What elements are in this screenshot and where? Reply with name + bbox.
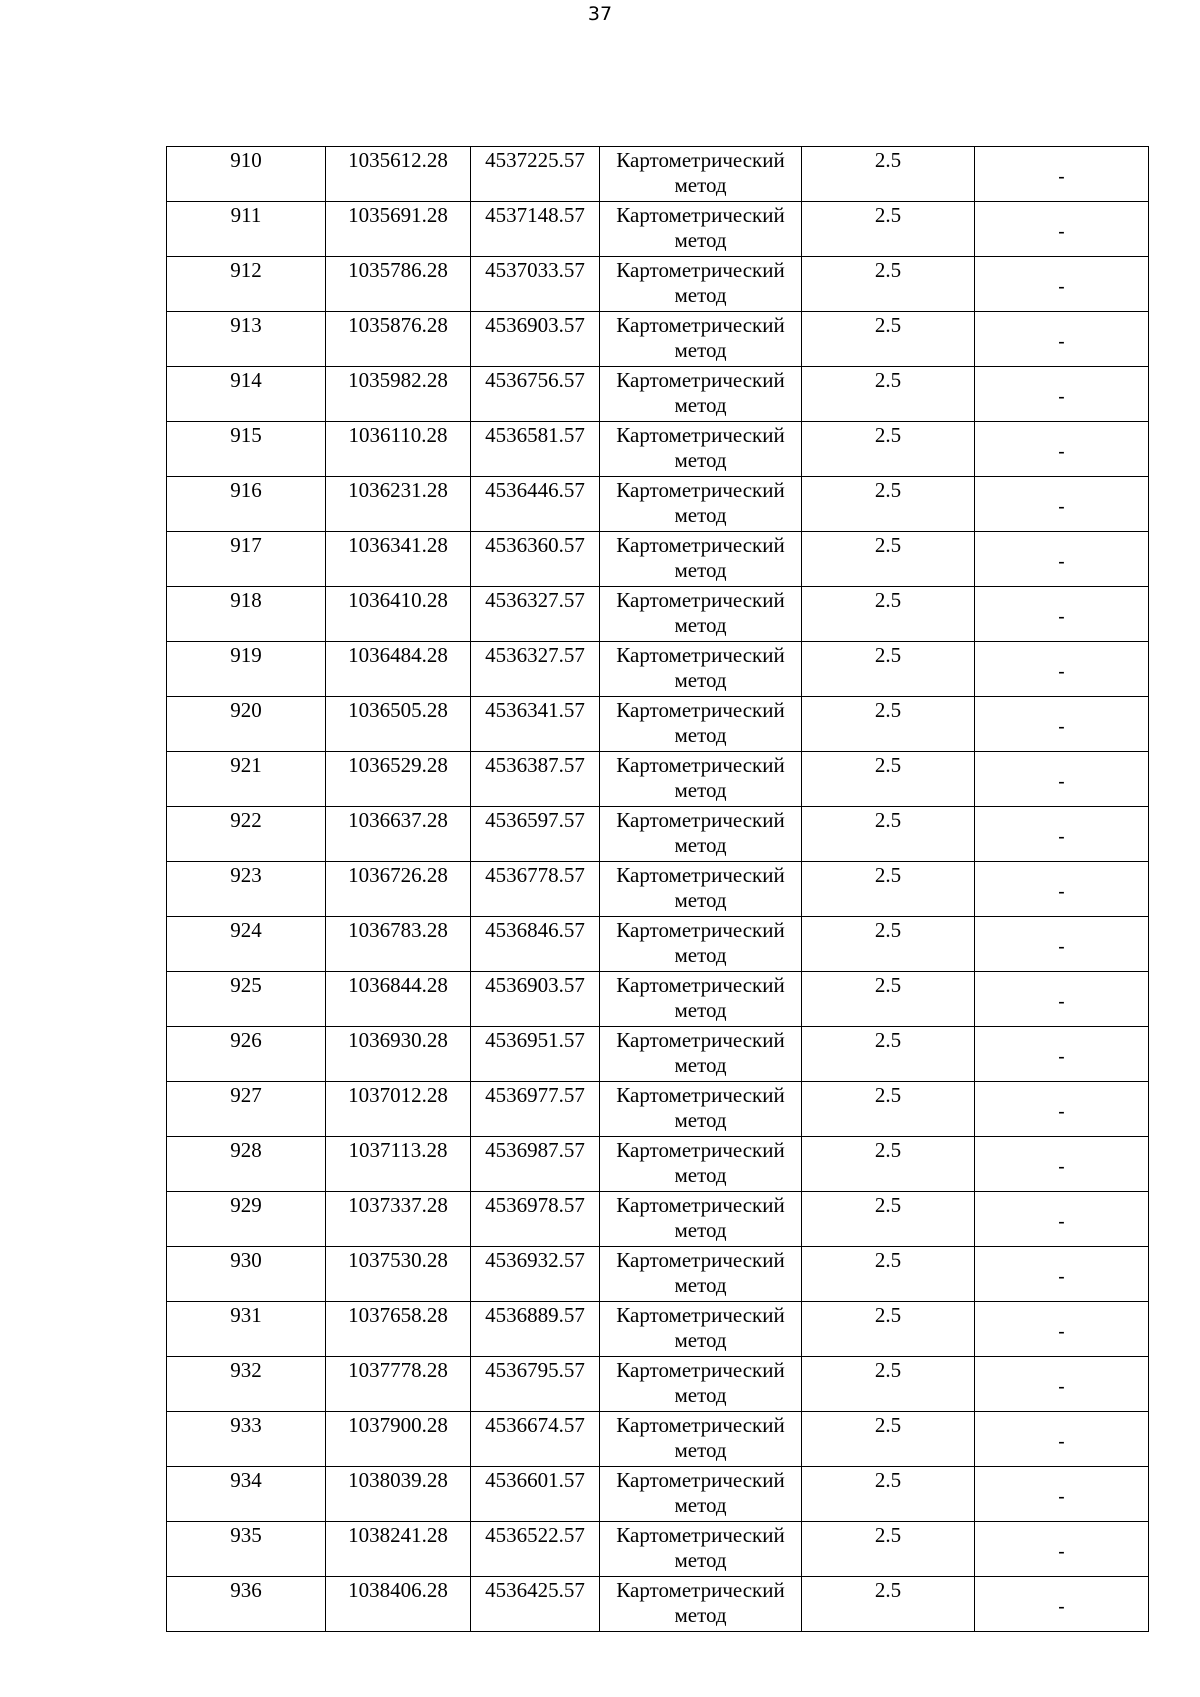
- x-coordinate-cell: 1035876.28: [326, 312, 471, 367]
- method-cell: [600, 862, 802, 917]
- method-cell: [600, 1247, 802, 1302]
- table-row: [167, 1302, 1149, 1357]
- accuracy-cell: 2.5: [802, 367, 975, 422]
- note-cell: -: [975, 532, 1149, 587]
- x-coordinate-cell: 1038406.28: [326, 1577, 471, 1632]
- y-coordinate-cell: 4536522.57: [471, 1522, 600, 1577]
- method-text-line-1: Картометрический: [616, 1413, 785, 1437]
- note-cell: -: [975, 367, 1149, 422]
- method-text-line-1: Картометрический: [616, 203, 785, 227]
- method-cell: [600, 1522, 802, 1577]
- method-text-line-1: Картометрический: [616, 533, 785, 557]
- point-number-cell: 916: [167, 477, 326, 532]
- method-text-line-1: Картометрический: [616, 1193, 785, 1217]
- table-row: [167, 1577, 1149, 1632]
- table-row: [167, 587, 1149, 642]
- y-coordinate-cell: 4536987.57: [471, 1137, 600, 1192]
- accuracy-cell: 2.5: [802, 1467, 975, 1522]
- accuracy-cell: 2.5: [802, 202, 975, 257]
- method-cell: [600, 1577, 802, 1632]
- note-cell: -: [975, 587, 1149, 642]
- point-number-cell: 932: [167, 1357, 326, 1412]
- method-text-line-2: метод: [674, 943, 727, 967]
- table-row: [167, 752, 1149, 807]
- x-coordinate-cell: 1035786.28: [326, 257, 471, 312]
- method-text-line-2: метод: [674, 1438, 727, 1462]
- note-cell: -: [975, 1137, 1149, 1192]
- y-coordinate-cell: 4536978.57: [471, 1192, 600, 1247]
- note-cell: -: [975, 202, 1149, 257]
- x-coordinate-cell: 1036529.28: [326, 752, 471, 807]
- method-text-line-1: Картометрический: [616, 1083, 785, 1107]
- note-cell: -: [975, 1192, 1149, 1247]
- accuracy-cell: 2.5: [802, 807, 975, 862]
- note-cell: -: [975, 1412, 1149, 1467]
- point-number-cell: 923: [167, 862, 326, 917]
- point-number-cell: 919: [167, 642, 326, 697]
- point-number-cell: 914: [167, 367, 326, 422]
- method-text-line-2: метод: [674, 338, 727, 362]
- method-text-line-2: метод: [674, 1163, 727, 1187]
- table-row: [167, 1412, 1149, 1467]
- table-row: [167, 972, 1149, 1027]
- method-text-line-2: метод: [674, 558, 727, 582]
- table-row: [167, 367, 1149, 422]
- method-text-line-2: метод: [674, 228, 727, 252]
- method-text-line-2: метод: [674, 1053, 727, 1077]
- table-row: [167, 532, 1149, 587]
- method-text-line-2: метод: [674, 448, 727, 472]
- accuracy-cell: 2.5: [802, 972, 975, 1027]
- method-cell: [600, 202, 802, 257]
- x-coordinate-cell: 1035982.28: [326, 367, 471, 422]
- method-cell: [600, 1192, 802, 1247]
- method-text-line-2: метод: [674, 173, 727, 197]
- y-coordinate-cell: 4536446.57: [471, 477, 600, 532]
- y-coordinate-cell: 4536581.57: [471, 422, 600, 477]
- note-cell: -: [975, 1302, 1149, 1357]
- table-row: [167, 202, 1149, 257]
- point-number-cell: 921: [167, 752, 326, 807]
- note-cell: -: [975, 1082, 1149, 1137]
- method-cell: [600, 1137, 802, 1192]
- x-coordinate-cell: 1036231.28: [326, 477, 471, 532]
- table-row: [167, 1467, 1149, 1522]
- method-text-line-1: Картометрический: [616, 1028, 785, 1052]
- x-coordinate-cell: 1037337.28: [326, 1192, 471, 1247]
- method-text-line-1: Картометрический: [616, 423, 785, 447]
- method-text-line-2: метод: [674, 613, 727, 637]
- method-text-line-1: Картометрический: [616, 1468, 785, 1492]
- method-text-line-1: Картометрический: [616, 918, 785, 942]
- table-row: [167, 1192, 1149, 1247]
- point-number-cell: 922: [167, 807, 326, 862]
- method-text-line-1: Картометрический: [616, 368, 785, 392]
- x-coordinate-cell: 1037658.28: [326, 1302, 471, 1357]
- y-coordinate-cell: 4537148.57: [471, 202, 600, 257]
- point-number-cell: 912: [167, 257, 326, 312]
- note-cell: -: [975, 917, 1149, 972]
- method-text-line-2: метод: [674, 393, 727, 417]
- x-coordinate-cell: 1036637.28: [326, 807, 471, 862]
- x-coordinate-cell: 1036930.28: [326, 1027, 471, 1082]
- table-row: [167, 1137, 1149, 1192]
- method-text-line-2: метод: [674, 1603, 727, 1627]
- y-coordinate-cell: 4536951.57: [471, 1027, 600, 1082]
- method-cell: [600, 1082, 802, 1137]
- y-coordinate-cell: 4536327.57: [471, 587, 600, 642]
- y-coordinate-cell: 4536674.57: [471, 1412, 600, 1467]
- point-number-cell: 931: [167, 1302, 326, 1357]
- point-number-cell: 928: [167, 1137, 326, 1192]
- accuracy-cell: 2.5: [802, 532, 975, 587]
- method-text-line-1: Картометрический: [616, 863, 785, 887]
- method-text-line-2: метод: [674, 1218, 727, 1242]
- point-number-cell: 917: [167, 532, 326, 587]
- method-cell: [600, 477, 802, 532]
- table-row: [167, 697, 1149, 752]
- y-coordinate-cell: 4536341.57: [471, 697, 600, 752]
- method-text-line-1: Картометрический: [616, 1578, 785, 1602]
- accuracy-cell: 2.5: [802, 477, 975, 532]
- note-cell: -: [975, 752, 1149, 807]
- point-number-cell: 918: [167, 587, 326, 642]
- x-coordinate-cell: 1037900.28: [326, 1412, 471, 1467]
- x-coordinate-cell: 1036844.28: [326, 972, 471, 1027]
- note-cell: -: [975, 147, 1149, 202]
- method-text-line-1: Картометрический: [616, 643, 785, 667]
- note-cell: -: [975, 1027, 1149, 1082]
- method-text-line-2: метод: [674, 1383, 727, 1407]
- method-text-line-2: метод: [674, 1493, 727, 1517]
- note-cell: -: [975, 312, 1149, 367]
- y-coordinate-cell: 4536889.57: [471, 1302, 600, 1357]
- x-coordinate-cell: 1036341.28: [326, 532, 471, 587]
- point-number-cell: 936: [167, 1577, 326, 1632]
- method-cell: [600, 1357, 802, 1412]
- accuracy-cell: 2.5: [802, 587, 975, 642]
- method-cell: [600, 532, 802, 587]
- accuracy-cell: 2.5: [802, 1522, 975, 1577]
- method-text-line-1: Картометрический: [616, 478, 785, 502]
- note-cell: -: [975, 257, 1149, 312]
- note-cell: -: [975, 807, 1149, 862]
- accuracy-cell: 2.5: [802, 752, 975, 807]
- method-text-line-1: Картометрический: [616, 1248, 785, 1272]
- point-number-cell: 934: [167, 1467, 326, 1522]
- method-text-line-2: метод: [674, 1108, 727, 1132]
- note-cell: -: [975, 1357, 1149, 1412]
- method-cell: [600, 312, 802, 367]
- point-number-cell: 920: [167, 697, 326, 752]
- y-coordinate-cell: 4536601.57: [471, 1467, 600, 1522]
- table-row: [167, 807, 1149, 862]
- method-text-line-1: Картометрический: [616, 1358, 785, 1382]
- accuracy-cell: 2.5: [802, 312, 975, 367]
- method-text-line-1: Картометрический: [616, 973, 785, 997]
- accuracy-cell: 2.5: [802, 862, 975, 917]
- method-cell: [600, 422, 802, 477]
- method-cell: [600, 1302, 802, 1357]
- method-cell: [600, 697, 802, 752]
- method-text-line-2: метод: [674, 1273, 727, 1297]
- x-coordinate-cell: 1036783.28: [326, 917, 471, 972]
- method-text-line-1: Картометрический: [616, 258, 785, 282]
- point-number-cell: 927: [167, 1082, 326, 1137]
- y-coordinate-cell: 4536425.57: [471, 1577, 600, 1632]
- accuracy-cell: 2.5: [802, 1027, 975, 1082]
- method-cell: [600, 147, 802, 202]
- coordinates-table-body: [167, 147, 1149, 1632]
- method-text-line-1: Картометрический: [616, 313, 785, 337]
- method-text-line-1: Картометрический: [616, 808, 785, 832]
- accuracy-cell: 2.5: [802, 1247, 975, 1302]
- x-coordinate-cell: 1036505.28: [326, 697, 471, 752]
- x-coordinate-cell: 1036110.28: [326, 422, 471, 477]
- x-coordinate-cell: 1037778.28: [326, 1357, 471, 1412]
- table-row: [167, 1357, 1149, 1412]
- accuracy-cell: 2.5: [802, 1357, 975, 1412]
- y-coordinate-cell: 4536327.57: [471, 642, 600, 697]
- method-cell: [600, 257, 802, 312]
- y-coordinate-cell: 4536597.57: [471, 807, 600, 862]
- x-coordinate-cell: 1038241.28: [326, 1522, 471, 1577]
- method-text-line-2: метод: [674, 1548, 727, 1572]
- accuracy-cell: 2.5: [802, 147, 975, 202]
- note-cell: -: [975, 1577, 1149, 1632]
- table-row: [167, 422, 1149, 477]
- table-row: [167, 312, 1149, 367]
- point-number-cell: 915: [167, 422, 326, 477]
- y-coordinate-cell: 4536932.57: [471, 1247, 600, 1302]
- method-text-line-1: Картометрический: [616, 753, 785, 777]
- table-row: [167, 1522, 1149, 1577]
- x-coordinate-cell: 1037530.28: [326, 1247, 471, 1302]
- method-cell: [600, 1467, 802, 1522]
- method-text-line-1: Картометрический: [616, 148, 785, 172]
- y-coordinate-cell: 4536846.57: [471, 917, 600, 972]
- x-coordinate-cell: 1036726.28: [326, 862, 471, 917]
- method-text-line-1: Картометрический: [616, 1303, 785, 1327]
- method-text-line-2: метод: [674, 283, 727, 307]
- method-text-line-1: Картометрический: [616, 698, 785, 722]
- note-cell: -: [975, 642, 1149, 697]
- accuracy-cell: 2.5: [802, 697, 975, 752]
- accuracy-cell: 2.5: [802, 1082, 975, 1137]
- accuracy-cell: 2.5: [802, 917, 975, 972]
- accuracy-cell: 2.5: [802, 642, 975, 697]
- point-number-cell: 924: [167, 917, 326, 972]
- accuracy-cell: 2.5: [802, 1192, 975, 1247]
- y-coordinate-cell: 4536360.57: [471, 532, 600, 587]
- method-text-line-2: метод: [674, 723, 727, 747]
- method-text-line-2: метод: [674, 668, 727, 692]
- point-number-cell: 930: [167, 1247, 326, 1302]
- page-number: 37: [587, 3, 613, 25]
- method-text-line-1: Картометрический: [616, 1523, 785, 1547]
- method-text-line-2: метод: [674, 503, 727, 527]
- method-text-line-2: метод: [674, 1328, 727, 1352]
- method-cell: [600, 807, 802, 862]
- y-coordinate-cell: 4536903.57: [471, 312, 600, 367]
- method-text-line-2: метод: [674, 998, 727, 1022]
- accuracy-cell: 2.5: [802, 1137, 975, 1192]
- table-row: [167, 1247, 1149, 1302]
- point-number-cell: 926: [167, 1027, 326, 1082]
- x-coordinate-cell: 1036484.28: [326, 642, 471, 697]
- note-cell: -: [975, 697, 1149, 752]
- note-cell: -: [975, 422, 1149, 477]
- point-number-cell: 933: [167, 1412, 326, 1467]
- method-cell: [600, 642, 802, 697]
- table-row: [167, 477, 1149, 532]
- table-row: [167, 917, 1149, 972]
- note-cell: -: [975, 1467, 1149, 1522]
- method-cell: [600, 1412, 802, 1467]
- method-cell: [600, 1027, 802, 1082]
- method-cell: [600, 367, 802, 422]
- point-number-cell: 911: [167, 202, 326, 257]
- table-row: [167, 1082, 1149, 1137]
- table-row: [167, 862, 1149, 917]
- accuracy-cell: 2.5: [802, 1577, 975, 1632]
- x-coordinate-cell: 1035691.28: [326, 202, 471, 257]
- table-row: [167, 147, 1149, 202]
- x-coordinate-cell: 1037012.28: [326, 1082, 471, 1137]
- method-text-line-2: метод: [674, 888, 727, 912]
- y-coordinate-cell: 4536795.57: [471, 1357, 600, 1412]
- method-cell: [600, 752, 802, 807]
- method-text-line-2: метод: [674, 778, 727, 802]
- point-number-cell: 913: [167, 312, 326, 367]
- x-coordinate-cell: 1038039.28: [326, 1467, 471, 1522]
- note-cell: -: [975, 1247, 1149, 1302]
- method-text-line-2: метод: [674, 833, 727, 857]
- coordinates-table: [166, 146, 1149, 1632]
- y-coordinate-cell: 4536903.57: [471, 972, 600, 1027]
- point-number-cell: 929: [167, 1192, 326, 1247]
- note-cell: -: [975, 477, 1149, 532]
- y-coordinate-cell: 4537033.57: [471, 257, 600, 312]
- point-number-cell: 935: [167, 1522, 326, 1577]
- method-cell: [600, 972, 802, 1027]
- method-text-line-1: Картометрический: [616, 588, 785, 612]
- point-number-cell: 925: [167, 972, 326, 1027]
- y-coordinate-cell: 4536756.57: [471, 367, 600, 422]
- note-cell: -: [975, 1522, 1149, 1577]
- method-cell: [600, 917, 802, 972]
- table-row: [167, 642, 1149, 697]
- table-row: [167, 257, 1149, 312]
- point-number-cell: 910: [167, 147, 326, 202]
- y-coordinate-cell: 4536778.57: [471, 862, 600, 917]
- note-cell: -: [975, 972, 1149, 1027]
- accuracy-cell: 2.5: [802, 1302, 975, 1357]
- x-coordinate-cell: 1036410.28: [326, 587, 471, 642]
- y-coordinate-cell: 4537225.57: [471, 147, 600, 202]
- x-coordinate-cell: 1035612.28: [326, 147, 471, 202]
- accuracy-cell: 2.5: [802, 257, 975, 312]
- accuracy-cell: 2.5: [802, 1412, 975, 1467]
- x-coordinate-cell: 1037113.28: [326, 1137, 471, 1192]
- method-text-line-1: Картометрический: [616, 1138, 785, 1162]
- y-coordinate-cell: 4536387.57: [471, 752, 600, 807]
- y-coordinate-cell: 4536977.57: [471, 1082, 600, 1137]
- note-cell: -: [975, 862, 1149, 917]
- accuracy-cell: 2.5: [802, 422, 975, 477]
- method-cell: [600, 587, 802, 642]
- table-row: [167, 1027, 1149, 1082]
